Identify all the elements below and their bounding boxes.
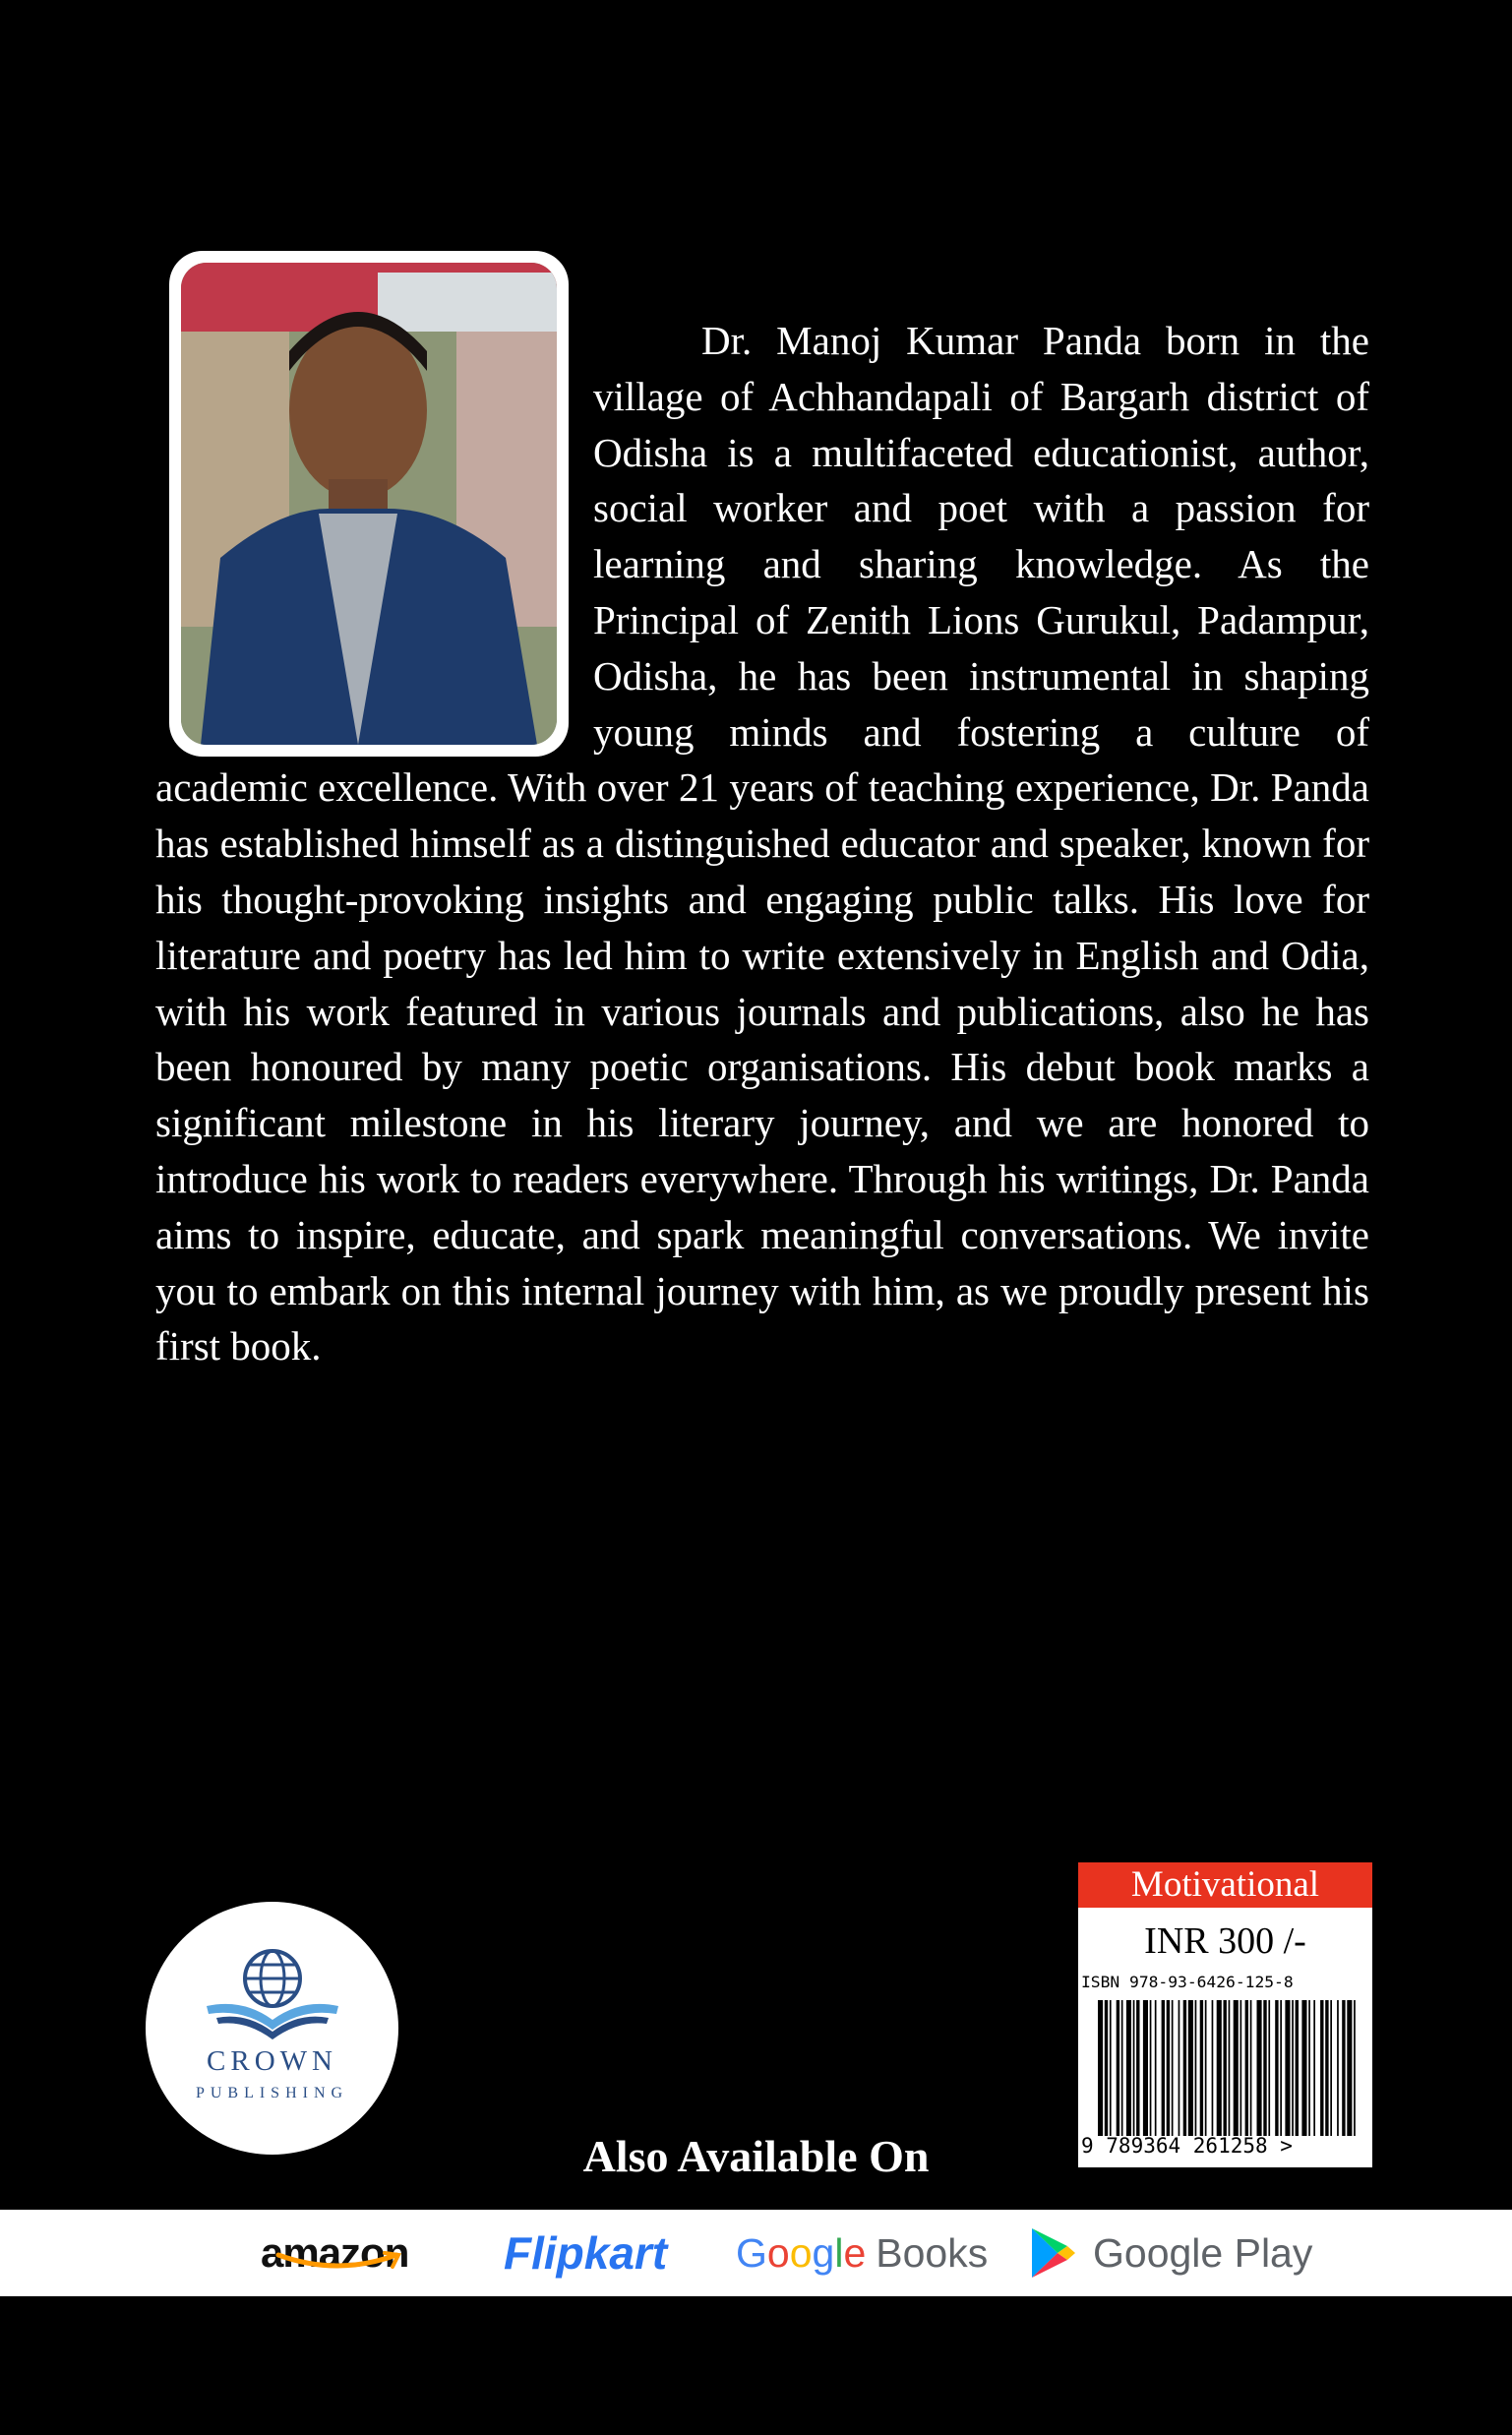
- barcode-bar: [1195, 2000, 1197, 2136]
- barcode-bar: [1126, 2000, 1131, 2136]
- barcode-bar: [1172, 2000, 1174, 2136]
- isbn-label: ISBN 978-93-6426-125-8: [1081, 1973, 1294, 1991]
- barcode-digits: 9 789364 261258 >: [1081, 2134, 1293, 2158]
- barcode-bar: [1110, 2000, 1112, 2136]
- barcode-bar: [1143, 2000, 1148, 2136]
- barcode-bar: [1308, 2000, 1310, 2136]
- barcode-bar: [1136, 2000, 1139, 2136]
- barcode-bar: [1245, 2000, 1248, 2136]
- barcode-bar: [1250, 2000, 1252, 2136]
- barcode-bar: [1133, 2000, 1135, 2136]
- barcode-bar: [1342, 2000, 1345, 2136]
- barcode-bar: [1337, 2000, 1339, 2136]
- barcode-bar: [1275, 2000, 1278, 2136]
- barcode-bar: [1183, 2000, 1186, 2136]
- globe-book-icon: [199, 1947, 346, 2041]
- barcode-bar: [1330, 2000, 1332, 2136]
- barcode-bar: [1320, 2000, 1323, 2136]
- barcode-bar: [1105, 2000, 1108, 2136]
- barcode-bar: [1188, 2000, 1193, 2136]
- google-letter: o: [766, 2229, 790, 2276]
- google-letter: g: [812, 2229, 835, 2276]
- barcode-bar: [1162, 2000, 1165, 2136]
- barcode-bar: [1224, 2000, 1227, 2136]
- barcode-bar: [1155, 2000, 1157, 2136]
- google-letter: o: [789, 2229, 813, 2276]
- amazon-smile-icon: [269, 2251, 406, 2273]
- barcode-bar: [1347, 2000, 1352, 2136]
- google-letter: l: [834, 2229, 844, 2276]
- barcode-bar: [1098, 2000, 1103, 2136]
- barcode-bar: [1179, 2000, 1180, 2136]
- barcode-bar: [1257, 2000, 1262, 2136]
- author-bio: [155, 313, 1369, 1374]
- barcode-bar: [1292, 2000, 1294, 2136]
- barcode-bar: [1354, 2000, 1356, 2136]
- isbn-price-box: [1078, 1862, 1372, 2167]
- barcode-bar: [1301, 2000, 1306, 2136]
- barcode-bar: [1263, 2000, 1266, 2136]
- barcode-bar: [1167, 2000, 1170, 2136]
- barcode: [1098, 2000, 1356, 2136]
- price-label: INR 300 /-: [1144, 1920, 1306, 1962]
- barcode-bar: [1121, 2000, 1123, 2136]
- publisher-subtitle: PUBLISHING: [195, 2085, 349, 2101]
- barcode-bar: [1217, 2000, 1222, 2136]
- publisher-name: CROWN: [207, 2045, 337, 2077]
- store-logos-bar: [0, 2210, 1512, 2296]
- barcode-bar: [1285, 2000, 1290, 2136]
- google-letter: e: [843, 2229, 867, 2276]
- barcode-bar: [1117, 2000, 1119, 2136]
- barcode-bar: [1313, 2000, 1315, 2136]
- barcode-bar: [1280, 2000, 1282, 2136]
- author-bio-text: Dr. Manoj Kumar Panda born in the village of Achhandapali of Bargarh district of Odisha is a multifaceted educationist, author, social worker and poet with a passion for learning and sharing knowledge. As the Principal of Zenith Lions Gurukul, Padampur, Odisha, he has been instrumental in shaping young minds and fostering a culture of academic excellence. With over 21 years of teaching experience, Dr. Panda has established himself as a distinguished educator and speaker, known for his thought-provoking insights and engaging public talks. His love for literature and poetry has led him to write extensively in English and Odia, with his work featured in various journals and publications, also he has been honoured by many poetic organisations. His debut book marks a significant milestone in his literary journey, and we are honored to introduce his work to readers everywhere. Through his writings, Dr. Panda aims to inspire, educate, and spark meaningful conversations. We invite you to embark on this internal journey with him, as we proudly present his first book.: [155, 318, 1369, 1370]
- google-letter: G: [736, 2229, 767, 2276]
- also-available-heading: Also Available On: [582, 2131, 930, 2181]
- google-play-logo[interactable]: [1030, 2210, 1312, 2296]
- barcode-bar: [1240, 2000, 1242, 2136]
- amazon-logo[interactable]: [261, 2210, 408, 2296]
- barcode-bar: [1205, 2000, 1207, 2136]
- barcode-bar: [1325, 2000, 1328, 2136]
- barcode-bar: [1296, 2000, 1299, 2136]
- barcode-bar: [1200, 2000, 1203, 2136]
- flipkart-logo[interactable]: Flipkart: [504, 2227, 668, 2279]
- publisher-logo: [146, 1902, 398, 2155]
- google-play-label: Google Play: [1093, 2229, 1313, 2276]
- google-books-logo[interactable]: [736, 2210, 988, 2296]
- barcode-bar: [1229, 2000, 1231, 2136]
- amazon-wordmark: amazon: [261, 2229, 409, 2276]
- genre-label: Motivational: [1078, 1862, 1372, 1908]
- barcode-bar: [1212, 2000, 1214, 2136]
- barcode-bar: [1268, 2000, 1270, 2136]
- barcode-bar: [1234, 2000, 1239, 2136]
- google-play-icon: [1030, 2226, 1077, 2280]
- barcode-bar: [1150, 2000, 1152, 2136]
- books-label: Books: [876, 2229, 989, 2276]
